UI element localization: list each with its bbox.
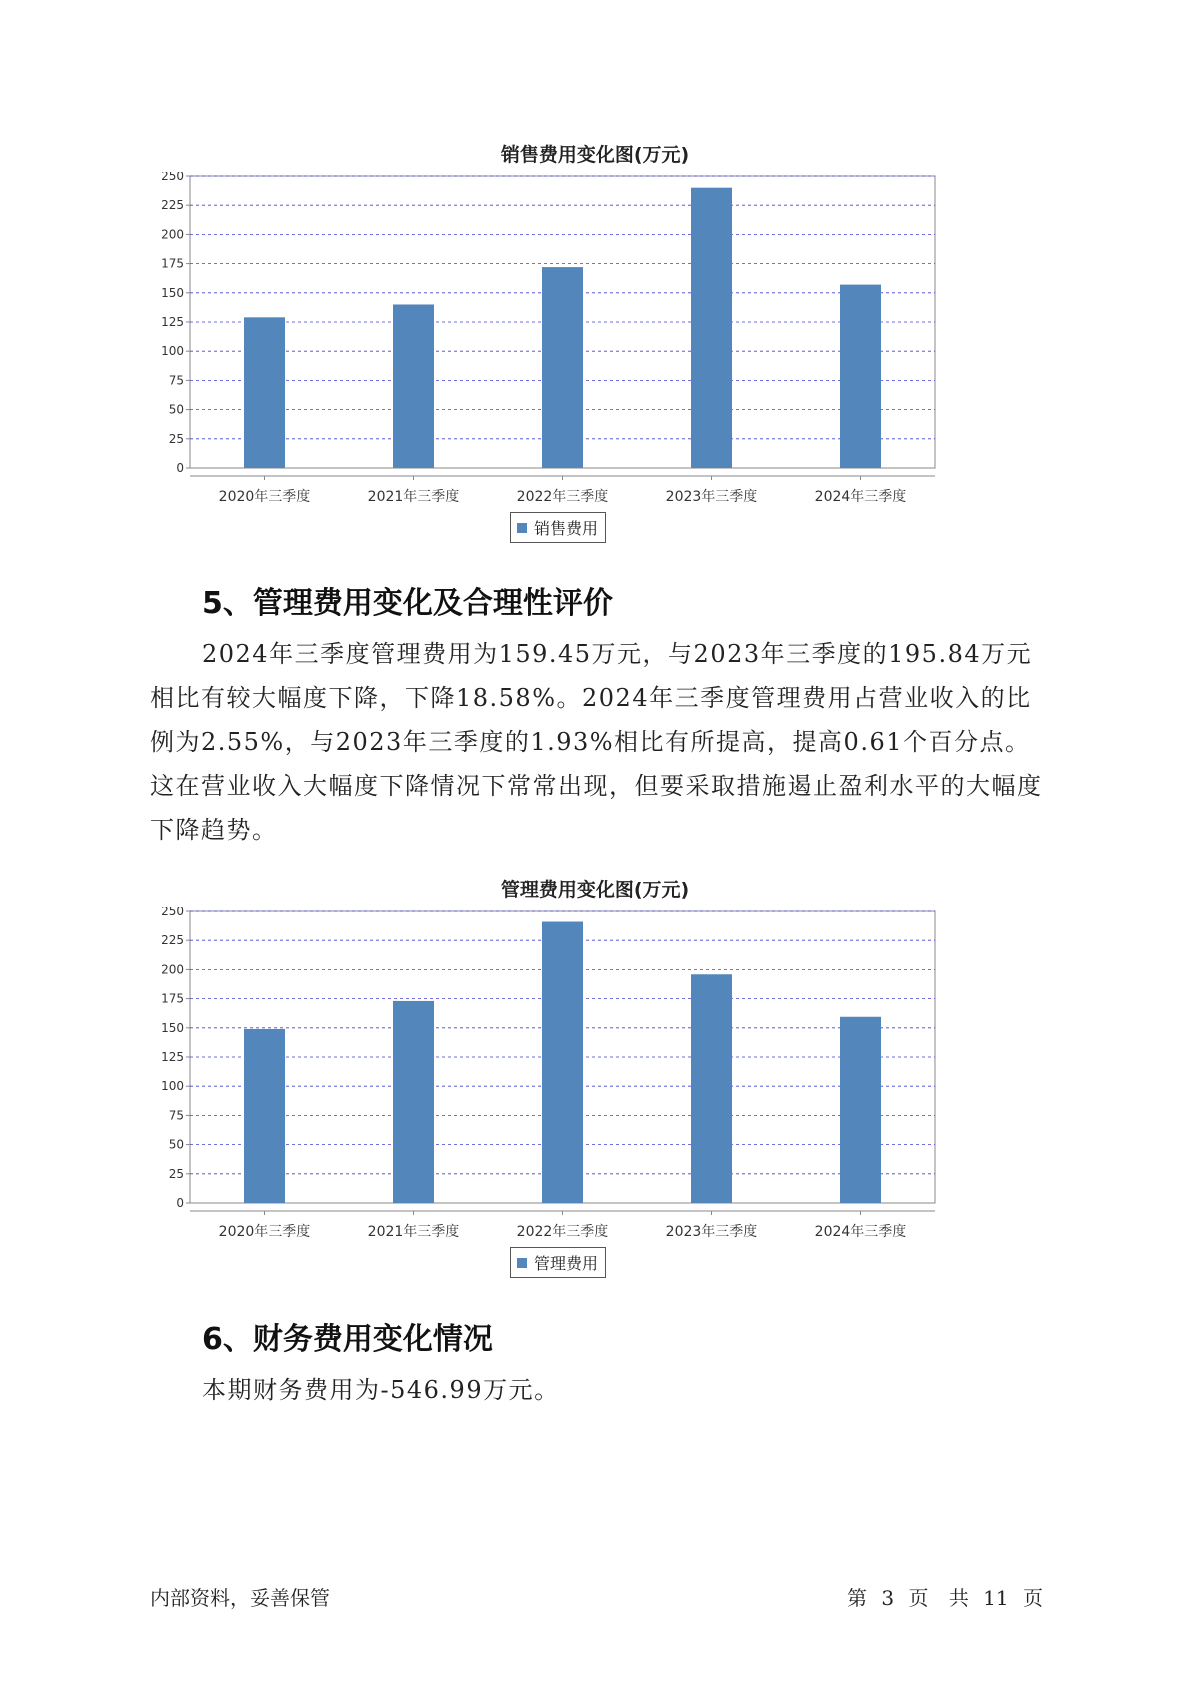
bar [393, 304, 434, 468]
x-tick-label: 2020年三季度 [218, 1224, 311, 1240]
bar [244, 1029, 285, 1203]
y-tick-label: 125 [161, 1050, 184, 1064]
x-tick-label: 2022年三季度 [516, 1224, 609, 1240]
y-tick-label: 75 [168, 373, 184, 388]
x-tick-label: 2024年三季度 [814, 1224, 907, 1240]
x-tick-label: 2021年三季度 [367, 1224, 460, 1240]
chart-legend [510, 512, 606, 543]
y-tick-label: 175 [161, 256, 184, 271]
footer-total-pages: 共 11 页 [948, 1586, 1043, 1610]
chart-legend [510, 1247, 606, 1278]
bar [840, 1017, 881, 1203]
y-tick-label: 225 [161, 198, 184, 213]
bar [542, 922, 583, 1203]
y-tick-label: 50 [168, 402, 184, 417]
y-tick-label: 200 [161, 227, 184, 242]
x-tick-label: 2023年三季度 [665, 1224, 758, 1240]
y-tick-label: 100 [161, 1079, 184, 1094]
y-tick-label: 100 [161, 344, 184, 359]
y-tick-label: 250 [161, 907, 184, 918]
chart-plot [150, 172, 1040, 542]
bar [691, 974, 732, 1203]
footer-page-number [844, 1582, 1046, 1611]
section-5-paragraph: 2024年三季度管理费用为159.45万元，与2023年三季度的195.84万元相比有较大幅度下降，下降18.58%。2024年三季度管理费用占营业收入的比例为2.55%，与2023年三季度的1.93%相比有所提高，提高0.61个百分点。这在营业收入大幅度下降情况下常常出现，但要采取措施遏止盈利水平的大幅度下降趋势。 [150, 640, 1043, 844]
y-tick-label: 250 [161, 172, 184, 183]
y-tick-label: 50 [168, 1137, 184, 1152]
y-tick-label: 225 [161, 933, 184, 948]
footer-confidential-note: 内部资料，妥善保管 [150, 1586, 330, 1610]
y-tick-label: 175 [161, 991, 184, 1006]
y-tick-label: 150 [161, 1020, 184, 1035]
y-tick-label: 0 [176, 461, 184, 475]
section-5-heading: 5、管理费用变化及合理性评价 [202, 586, 613, 621]
sales-expense-chart [150, 140, 1040, 560]
x-tick-label: 2022年三季度 [516, 489, 609, 505]
bar [691, 188, 732, 468]
y-tick-label: 150 [161, 285, 184, 300]
x-tick-label: 2023年三季度 [665, 489, 758, 505]
bar [840, 285, 881, 468]
admin-expense-chart [150, 875, 1040, 1295]
bar [542, 267, 583, 468]
legend-label: 销售费用 [534, 519, 599, 538]
bar [393, 1001, 434, 1203]
y-tick-label: 25 [168, 1166, 184, 1181]
section-6-heading: 6、财务费用变化情况 [202, 1322, 493, 1357]
y-tick-label: 0 [176, 1196, 184, 1210]
section-6-paragraph: 本期财务费用为-546.99万元。 [202, 1376, 560, 1404]
x-tick-label: 2024年三季度 [814, 489, 907, 505]
legend-swatch [517, 1258, 527, 1268]
y-tick-label: 25 [168, 431, 184, 446]
footer-current-page: 第 3 页 [847, 1586, 929, 1610]
legend-label: 管理费用 [534, 1254, 599, 1273]
chart-title: 管理费用变化图(万元) [500, 879, 690, 901]
bar [244, 317, 285, 468]
y-tick-label: 75 [168, 1108, 184, 1123]
legend-swatch [517, 523, 527, 533]
x-tick-label: 2021年三季度 [367, 489, 460, 505]
y-tick-label: 200 [161, 962, 184, 977]
chart-title: 销售费用变化图(万元) [500, 144, 690, 166]
x-tick-label: 2020年三季度 [218, 489, 311, 505]
y-tick-label: 125 [161, 315, 184, 329]
chart-plot [150, 907, 1040, 1277]
